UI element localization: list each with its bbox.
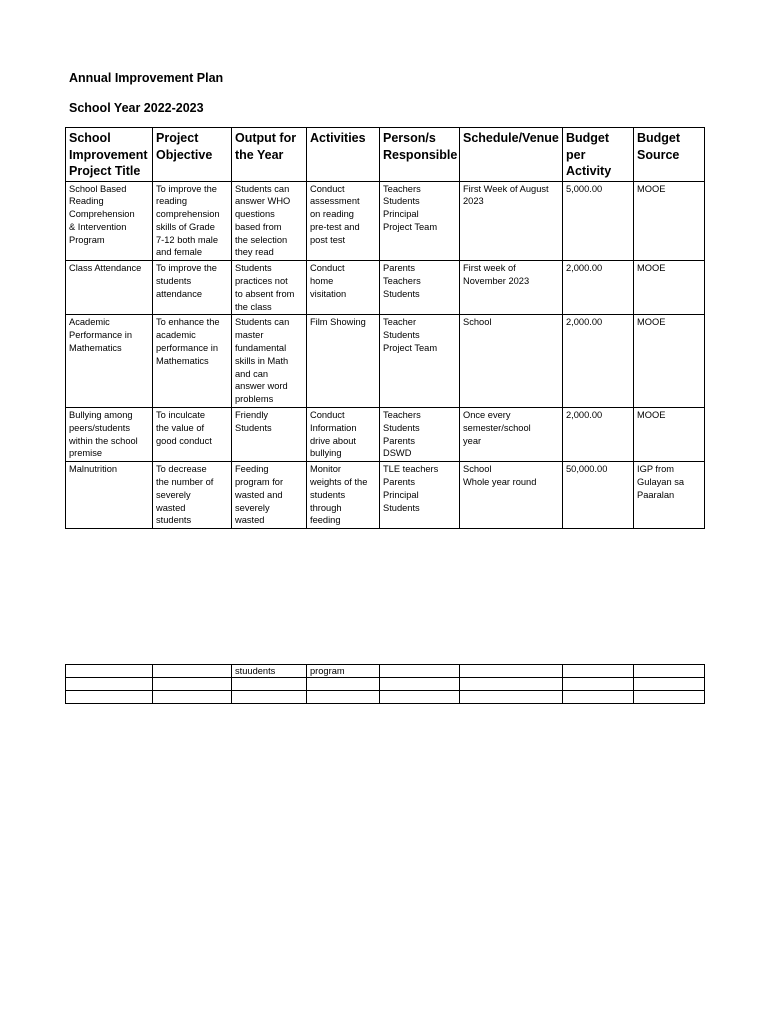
cell-schedule-venue — [460, 462, 563, 529]
cell-line: Teachers — [383, 276, 421, 287]
cell-project-objective — [153, 691, 232, 704]
cell-line: through — [310, 502, 342, 513]
cell-line: academic — [156, 330, 196, 341]
cell-budget-per-activity — [563, 665, 634, 678]
cell-line: November 2023 — [463, 276, 530, 287]
cell-project-objective — [153, 261, 232, 315]
cell-line: Teacher — [383, 317, 417, 328]
cell-line: 50,000.00 — [566, 464, 608, 475]
cell-line: Paaralan — [637, 489, 675, 500]
cell-line: Monitor — [310, 464, 342, 475]
cell-project-objective — [153, 462, 232, 529]
cell-schedule-venue — [460, 408, 563, 462]
cell-line: Project Team — [383, 221, 438, 232]
cell-line: 2,000.00 — [566, 263, 603, 274]
table-row — [66, 261, 705, 315]
cell-line: the number of — [156, 477, 214, 488]
cell-line: the class — [235, 301, 272, 312]
cell-line: drive about — [310, 435, 356, 446]
cell-line: Performance in — [69, 330, 133, 341]
cell-line: wasted and — [235, 489, 283, 500]
cell-line: Students — [383, 196, 420, 207]
cell-budget-source — [634, 181, 705, 261]
cell-activities — [307, 691, 380, 704]
cell-line: they read — [235, 247, 274, 258]
continuation-table — [65, 664, 705, 704]
cell-line: post test — [310, 234, 346, 245]
continuation-row — [66, 665, 705, 678]
cell-line: DSWD — [383, 448, 412, 459]
cell-persons-responsible — [380, 315, 460, 408]
table-row — [66, 315, 705, 408]
cell-line: Output for — [235, 131, 297, 145]
cell-project-title — [66, 462, 153, 529]
cell-output — [232, 678, 307, 691]
cell-line: Improvement — [69, 147, 148, 162]
cell-budget-source — [634, 678, 705, 691]
cell-line: To enhance the — [156, 317, 220, 328]
cell-schedule-venue — [460, 678, 563, 691]
cell-line: and female — [156, 247, 202, 258]
cell-line: severely — [156, 489, 191, 500]
cell-line: Malnutrition — [69, 464, 118, 475]
continuation-row — [66, 678, 705, 691]
cell-budget-source — [634, 691, 705, 704]
cell-line: Source — [637, 147, 680, 162]
cell-line: To improve the — [156, 183, 217, 194]
cell-schedule-venue — [460, 665, 563, 678]
cell-output — [232, 181, 307, 261]
cell-line: the value of — [156, 422, 205, 433]
cell-line: To inculcate — [156, 410, 206, 421]
cell-line: Teachers — [383, 183, 421, 194]
cell-budget-source — [634, 462, 705, 529]
cell-schedule-venue — [460, 181, 563, 261]
cell-project-objective — [153, 315, 232, 408]
cell-line: Friendly — [235, 410, 269, 421]
table-row — [66, 181, 705, 261]
cell-line: problems — [235, 394, 274, 405]
cell-line: severely — [235, 502, 270, 513]
cell-line: skills in Math — [235, 355, 289, 366]
cell-line: Comprehension — [69, 209, 135, 220]
cell-line: School — [463, 317, 492, 328]
cell-line: students — [310, 489, 346, 500]
cell-project-objective — [153, 408, 232, 462]
cell-line: to absent from — [235, 288, 295, 299]
cell-line: year — [463, 435, 482, 446]
cell-line: Students — [383, 288, 420, 299]
cell-line: Conduct — [310, 410, 345, 421]
cell-budget-source — [634, 665, 705, 678]
cell-line: fundamental — [235, 343, 287, 354]
cell-budget-per-activity — [563, 462, 634, 529]
cell-budget-source — [634, 315, 705, 408]
cell-line: Objective — [156, 147, 213, 162]
cell-activities — [307, 315, 380, 408]
cell-line: Film Showing — [310, 317, 366, 328]
cell-line: and can — [235, 368, 269, 379]
cell-project-title — [66, 181, 153, 261]
cell-line: skills of Grade — [156, 221, 215, 232]
cell-project-title — [66, 261, 153, 315]
cell-persons-responsible — [380, 462, 460, 529]
cell-budget-source — [634, 261, 705, 315]
cell-line: Budget — [566, 131, 610, 145]
cell-line: answer word — [235, 381, 288, 392]
cell-line: feeding — [310, 515, 341, 526]
cell-line: Parents — [383, 263, 416, 274]
cell-budget-per-activity — [563, 678, 634, 691]
cell-line: Reading — [69, 196, 104, 207]
cell-project-title — [66, 315, 153, 408]
cell-line: 2,000.00 — [566, 410, 603, 421]
cell-line: Students can — [235, 183, 290, 194]
header-persons-responsible — [380, 128, 460, 182]
document-subtitle: School Year 2022-2023 — [69, 101, 204, 115]
cell-line: Principal — [383, 489, 419, 500]
cell-line: Activities — [310, 131, 366, 145]
cell-line: attendance — [156, 288, 203, 299]
cell-line: TLE teachers — [383, 464, 439, 475]
cell-line: MOOE — [637, 183, 666, 194]
cell-line: Project Title — [69, 164, 141, 178]
cell-line: Conduct — [310, 263, 345, 274]
cell-activities — [307, 181, 380, 261]
cell-line: Students — [235, 263, 272, 274]
cell-project-objective — [153, 181, 232, 261]
cell-budget-source — [634, 408, 705, 462]
cell-project-title — [66, 678, 153, 691]
cell-line: per — [566, 147, 586, 162]
cell-persons-responsible — [380, 408, 460, 462]
cell-line: on reading — [310, 209, 354, 220]
table-row — [66, 462, 705, 529]
cell-line: School Based — [69, 183, 127, 194]
cell-output — [232, 261, 307, 315]
cell-line: School — [69, 131, 111, 145]
cell-line: Gulayan sa — [637, 477, 685, 488]
cell-persons-responsible — [380, 678, 460, 691]
cell-budget-per-activity — [563, 691, 634, 704]
header-output — [232, 128, 307, 182]
cell-budget-per-activity — [563, 408, 634, 462]
cell-project-title — [66, 408, 153, 462]
cell-line: Responsible — [383, 147, 458, 162]
cell-project-title — [66, 665, 153, 678]
cell-line: Information — [310, 422, 357, 433]
cell-persons-responsible — [380, 691, 460, 704]
cell-line: Academic — [69, 317, 110, 328]
header-project-title — [66, 128, 153, 182]
cell-activities: program — [307, 665, 380, 678]
cell-line: MOOE — [637, 410, 666, 421]
cell-line: 7-12 both male — [156, 234, 219, 245]
cell-line: MOOE — [637, 263, 666, 274]
cell-line: pre-test and — [310, 221, 360, 232]
header-project-objective — [153, 128, 232, 182]
cell-line: Whole year round — [463, 477, 537, 488]
header-activities — [307, 128, 380, 182]
cell-line: students — [156, 276, 192, 287]
cell-line: visitation — [310, 288, 347, 299]
cell-line: within the school — [69, 435, 138, 446]
cell-line: 5,000.00 — [566, 183, 603, 194]
cell-line: First week of — [463, 263, 516, 274]
cell-line: wasted — [235, 515, 265, 526]
cell-line: To decrease — [156, 464, 207, 475]
cell-line: weights of the — [310, 477, 368, 488]
cell-activities — [307, 261, 380, 315]
cell-activities — [307, 462, 380, 529]
cell-line: IGP from — [637, 464, 675, 475]
table-row — [66, 408, 705, 462]
cell-line: peers/students — [69, 422, 130, 433]
cell-line: Parents — [383, 477, 416, 488]
cell-schedule-venue — [460, 261, 563, 315]
cell-line: Program — [69, 234, 105, 245]
cell-line: Students — [383, 502, 420, 513]
cell-line: Project — [156, 131, 199, 145]
cell-line: Mathematics — [156, 355, 209, 366]
cell-persons-responsible — [380, 181, 460, 261]
header-budget-per-activity — [563, 128, 634, 182]
improvement-plan-table — [65, 127, 705, 529]
continuation-row — [66, 691, 705, 704]
cell-line: 2023 — [463, 196, 484, 207]
cell-line: program for — [235, 477, 284, 488]
cell-persons-responsible — [380, 665, 460, 678]
cell-line: First Week of August — [463, 183, 549, 194]
cell-line: Principal — [383, 209, 419, 220]
cell-line: & Intervention — [69, 221, 127, 232]
cell-activities — [307, 408, 380, 462]
cell-budget-per-activity — [563, 261, 634, 315]
cell-line: Parents — [383, 435, 416, 446]
cell-line: Students — [383, 330, 420, 341]
header-budget-source — [634, 128, 705, 182]
cell-line: Feeding — [235, 464, 269, 475]
cell-project-objective — [153, 678, 232, 691]
cell-line: Project Team — [383, 343, 438, 354]
cell-output: stuudents — [232, 665, 307, 678]
cell-line: performance in — [156, 343, 219, 354]
cell-line: Conduct — [310, 183, 345, 194]
cell-line: questions — [235, 209, 275, 220]
header-schedule-venue — [460, 128, 563, 182]
cell-line: assessment — [310, 196, 360, 207]
cell-output — [232, 315, 307, 408]
cell-line: wasted — [156, 502, 186, 513]
cell-line: Schedule/Venue — [463, 131, 559, 145]
cell-line: Students — [235, 422, 272, 433]
cell-line: Budget — [637, 131, 681, 145]
cell-output — [232, 462, 307, 529]
cell-project-title — [66, 691, 153, 704]
cell-line: Students — [383, 422, 420, 433]
cell-output — [232, 408, 307, 462]
document-title: Annual Improvement Plan — [69, 71, 224, 85]
cell-schedule-venue — [460, 315, 563, 408]
cell-activities — [307, 678, 380, 691]
cell-line: To improve the — [156, 263, 217, 274]
cell-line: reading — [156, 196, 188, 207]
cell-line: Class Attendance — [69, 263, 142, 274]
cell-line: master — [235, 330, 264, 341]
cell-line: answer WHO — [235, 196, 291, 207]
cell-line: home — [310, 276, 334, 287]
cell-line: the Year — [235, 147, 284, 162]
cell-line: semester/school — [463, 422, 531, 433]
cell-persons-responsible — [380, 261, 460, 315]
cell-line: based from — [235, 221, 282, 232]
cell-budget-per-activity — [563, 181, 634, 261]
cell-line: Students can — [235, 317, 290, 328]
cell-line: Person/s — [383, 131, 436, 145]
cell-budget-per-activity — [563, 315, 634, 408]
cell-line: Activity — [566, 164, 612, 178]
cell-line: Once every — [463, 410, 511, 421]
cell-line: School — [463, 464, 492, 475]
cell-line: comprehension — [156, 209, 220, 220]
cell-line: premise — [69, 448, 103, 459]
cell-line: Teachers — [383, 410, 421, 421]
cell-project-objective — [153, 665, 232, 678]
cell-line: students — [156, 515, 192, 526]
cell-line: good conduct — [156, 435, 212, 446]
table-header-row — [66, 128, 705, 182]
cell-line: the selection — [235, 234, 288, 245]
cell-line: MOOE — [637, 317, 666, 328]
cell-line: practices not — [235, 276, 288, 287]
cell-line: bullying — [310, 448, 342, 459]
cell-line: 2,000.00 — [566, 317, 603, 328]
cell-line: Bullying among — [69, 410, 133, 421]
cell-output — [232, 691, 307, 704]
cell-line: Mathematics — [69, 343, 122, 354]
cell-schedule-venue — [460, 691, 563, 704]
